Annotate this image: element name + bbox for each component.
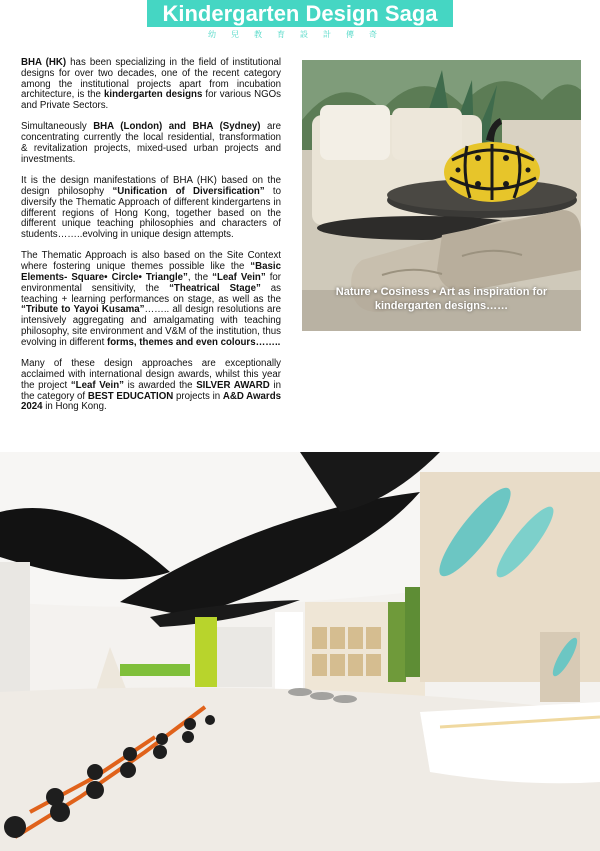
text-run: are concentrating currently the local residential, transformation & revitalization projects, mixed-used urban projects and investments. bbox=[21, 121, 281, 165]
text-run: …….. all design resolutions are intensively aggregating and amalgamating with teaching philosophy, site environment and V&M of the institution, thus evolving in different bbox=[21, 304, 281, 348]
paragraph-3 bbox=[21, 176, 281, 241]
text-bold: kindergarten designs bbox=[103, 89, 203, 101]
text-bold: “Leaf Vein” bbox=[70, 379, 124, 391]
paragraph-5 bbox=[21, 359, 281, 413]
text-run: in Hong Kong. bbox=[42, 401, 107, 413]
text-bold: “Tribute to Yayoi Kusama” bbox=[21, 304, 145, 316]
page-title: Kindergarten Design Saga bbox=[162, 1, 438, 26]
photo-caption bbox=[302, 285, 581, 313]
text-run: Simultaneously bbox=[21, 121, 94, 133]
article-body bbox=[21, 58, 281, 424]
text-bold: BEST EDUCATION bbox=[87, 390, 174, 402]
text-bold: “Basic Elements- Square• Circle• Triangle” bbox=[21, 261, 281, 284]
text-run: has been specializing in the field of institutional designs for over two decades, one of the recent category among the institutional projects apart from incubation architecture, is the bbox=[21, 57, 282, 101]
text-bold: BHA (HK) bbox=[21, 57, 67, 68]
text-bold: “Unification of Diversification” bbox=[112, 185, 265, 197]
caption-line-2: kindergarten designs…… bbox=[374, 300, 509, 312]
text-run: for various NGOs and Private Sectors. bbox=[21, 89, 281, 112]
text-bold: “Theatrical Stage” bbox=[169, 282, 261, 294]
kindergarten-interior-photo bbox=[0, 452, 600, 851]
text-bold: BHA (London) and BHA (Sydney) bbox=[93, 121, 261, 133]
caption-line-1: Nature • Cosiness • Art as inspiration for bbox=[335, 286, 548, 298]
text-run: Many of these design approaches are exceptionally acclaimed with international design awards, whilst this year the project bbox=[21, 358, 281, 391]
text-run: for environmental sensitivity, the bbox=[21, 272, 281, 294]
text-run: It is the design manifestations of BHA (HK) based on the design philosophy bbox=[21, 175, 281, 197]
text-bold: A&D Awards 2024 bbox=[21, 390, 281, 413]
chinese-subtitle: 幼兒教育設計傳奇 bbox=[208, 30, 392, 39]
text-run: to diversify the Thematic Approach of different kindergartens in different regions of Hong Kong, together based on the different unique teaching philosophies and characters of students……..evolving in unique design attempts. bbox=[21, 185, 281, 241]
text-run: as teaching + learning performances on stage, as well as the bbox=[21, 282, 281, 305]
paragraph-4 bbox=[21, 251, 281, 348]
text-run: in the category of bbox=[21, 379, 281, 402]
title-banner bbox=[147, 0, 453, 27]
paragraph-2 bbox=[21, 122, 281, 165]
interior-illustration bbox=[0, 452, 600, 851]
text-run: projects in bbox=[173, 390, 223, 402]
text-bold: forms, themes and even colours…….. bbox=[107, 336, 281, 348]
paragraph-1 bbox=[21, 58, 281, 112]
text-run: is awarded the bbox=[124, 379, 197, 391]
text-bold: SILVER AWARD bbox=[196, 379, 270, 391]
text-run: , the bbox=[187, 272, 213, 284]
text-run: The Thematic Approach is also based on the Site Context where fostering unique themes possible like the bbox=[21, 250, 281, 273]
text-bold: “Leaf Vein” bbox=[212, 272, 266, 284]
